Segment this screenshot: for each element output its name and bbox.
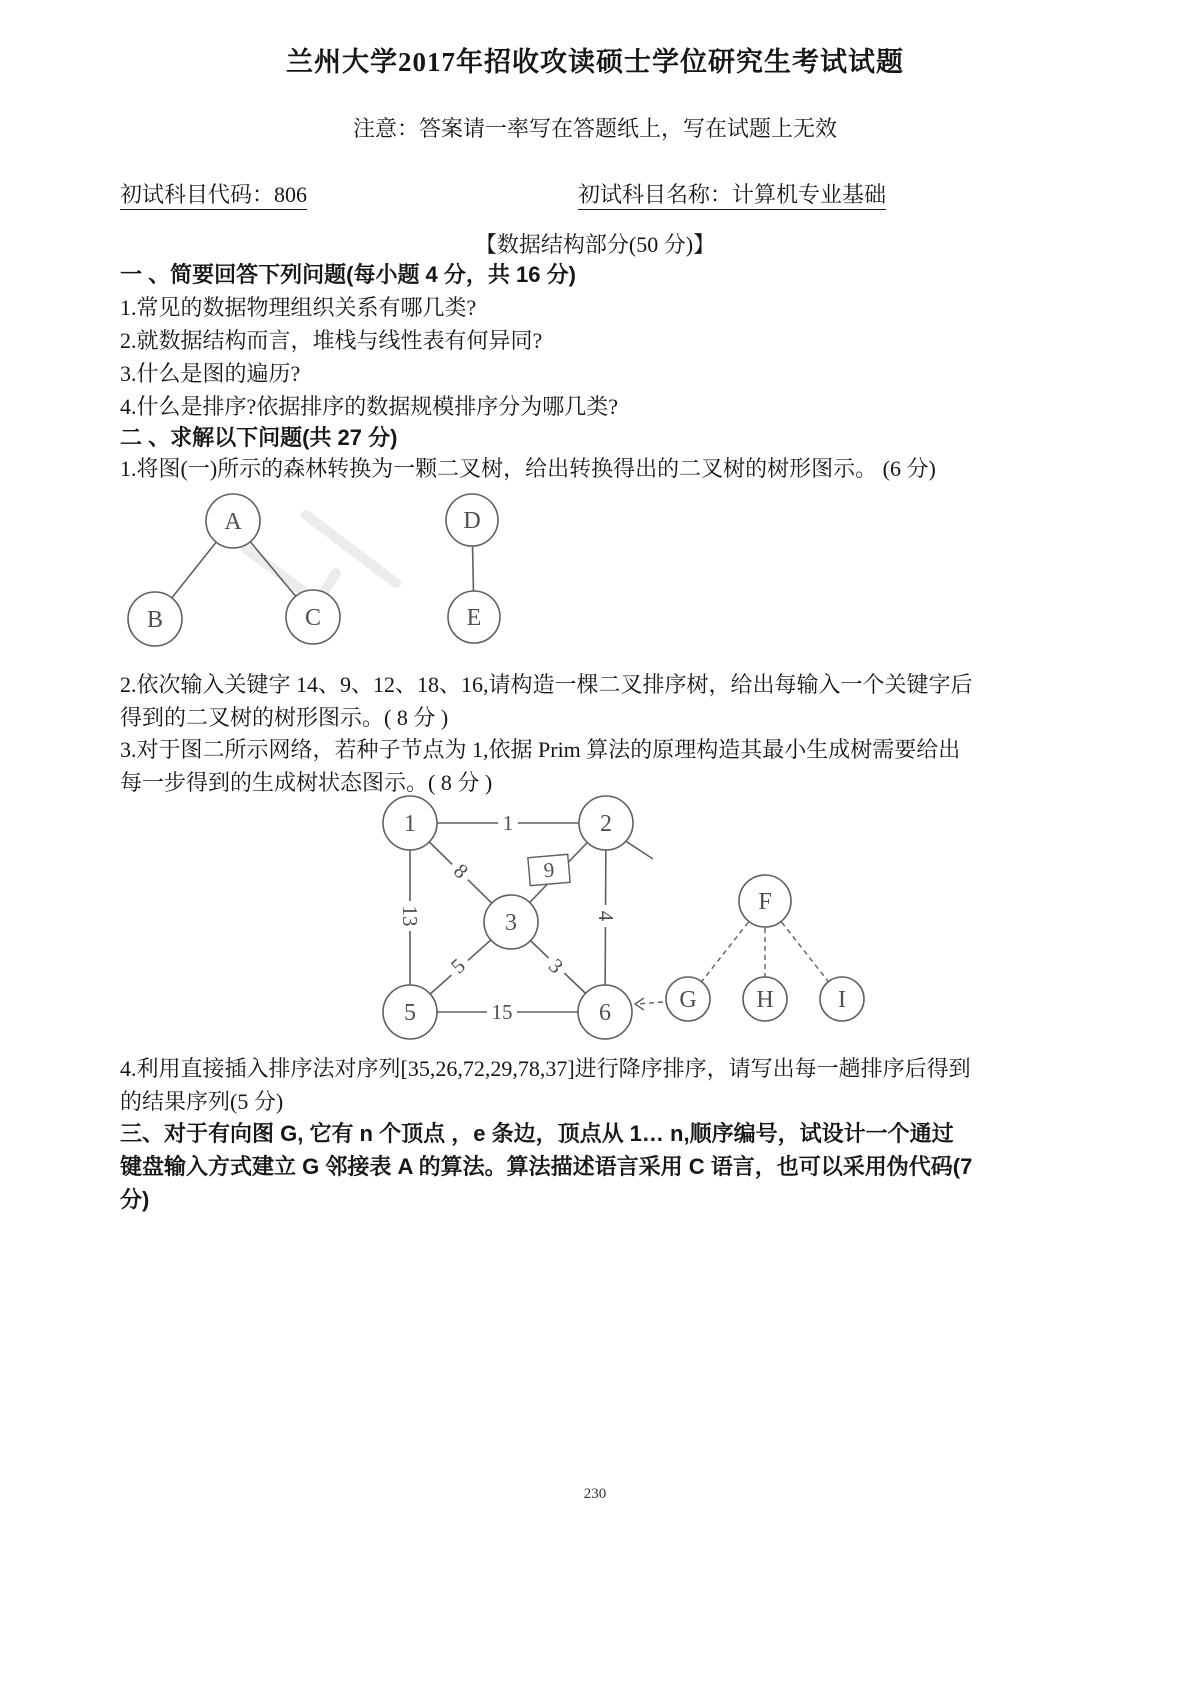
part2-question-4-line1: 4.利用直接插入排序法对序列[35,26,72,29,78,37]进行降序排序，请写出每一趟排序后得到 (120, 1056, 971, 1081)
weight-1-3 (445, 855, 477, 888)
tree-node-I-label: I (838, 987, 846, 1013)
part2-question-4-line2: 的结果序列(5 分) (120, 1089, 284, 1114)
watermark-stroke (306, 515, 396, 583)
network-node-6-label: 6 (599, 1000, 611, 1026)
part2-question-3-line1: 3.对于图二所示网络，若种子节点为 1,依据 Prim 算法的原理构造其最小生成树需要给出 (120, 737, 961, 762)
weight-5-6 (487, 1000, 517, 1024)
exam-notice: 注意：答案请一率写在答题纸上，写在试题上无效 (352, 116, 837, 141)
weight-1-5 (398, 901, 422, 931)
network-node-2-label: 2 (600, 811, 612, 837)
weight-2-3 (528, 854, 570, 885)
subject-code (120, 178, 307, 209)
weight-2-6-label: 4 (594, 910, 618, 922)
forest-node-B-label: B (146, 607, 164, 633)
part1-question-4: 4.什么是排序?依据排序的数据规模排序分为哪几类? (120, 394, 619, 419)
subject-name-text: 初试科目名称：计算机专业基础 (578, 182, 886, 210)
weight-1-2 (498, 811, 518, 835)
weight-3-5-label: 5 (446, 953, 470, 979)
part2-question-2-line2: 得到的二叉树的树形图示。( 8 分 ) (120, 705, 449, 730)
tree-node-F-label: F (758, 889, 772, 915)
weight-1-2-label: 1 (502, 811, 514, 835)
weight-5-6-label: 15 (491, 1000, 513, 1024)
forest-node-A-label: A (224, 509, 242, 535)
part1-question-3: 3.什么是图的遍历? (120, 361, 301, 386)
network-node-3-label: 3 (505, 910, 517, 936)
forest-node-D-label: D (463, 508, 481, 534)
weight-1-3-label: 8 (448, 858, 474, 884)
tree-node-G-label: G (679, 987, 697, 1013)
part3-line1: 三、对于有向图 G, 它有 n 个顶点 ，e 条边，顶点从 1… n,顺序编号，试设计一个通过 (120, 1121, 954, 1146)
part3-line3: 分) (120, 1187, 150, 1212)
part1-heading: 一 、简要回答下列问题(每小题 4 分，共 16 分) (120, 262, 576, 287)
subject-code-text: 初试科目代码：806 (120, 182, 307, 210)
weight-1-5-label: 13 (398, 905, 422, 927)
network-node-5-label: 5 (404, 1000, 416, 1026)
stray-stroke (624, 840, 653, 859)
part3-line2: 键盘输入方式建立 G 邻接表 A 的算法。算法描述语言采用 C 语言，也可以采用伪代码(7 (120, 1154, 973, 1179)
weight-3-5 (442, 950, 474, 983)
subject-name (578, 178, 886, 209)
weight-2-3-label: 9 (542, 857, 556, 883)
part2-heading: 二 、求解以下问题(共 27 分) (120, 425, 398, 450)
part2-question-2-line1: 2.依次输入关键字 14、9、12、18、16,请构造一棵二叉排序树，给出每输入一个关键字后 (120, 672, 973, 697)
network-node-1-label: 1 (404, 811, 416, 837)
page-number: 230 (583, 1486, 607, 1502)
weight-3-6-label: 3 (543, 953, 569, 979)
weight-2-6 (594, 905, 618, 927)
part2-question-1: 1.将图(一)所示的森林转换为一颗二叉树，给出转换得出的二叉树的树形图示。 (6 分) (120, 456, 936, 481)
part1-question-1: 1.常见的数据物理组织关系有哪几类? (120, 295, 477, 320)
page-title: 兰州大学2017年招收攻读硕士学位研究生考试试题 (286, 47, 904, 77)
part1-question-2: 2.就数据结构而言，堆栈与线性表有何异同? (120, 328, 543, 353)
forest-node-E-label: E (466, 605, 482, 631)
network-diagram (0, 790, 1190, 1058)
section-banner: 【数据结构部分(50 分)】 (474, 232, 716, 257)
forest-diagram (0, 487, 1190, 665)
tree-node-H-label: H (756, 987, 774, 1013)
part2-question-3-line2: 每一步得到的生成树状态图示。( 8 分 ) (120, 770, 493, 795)
pointer-dashed-line (637, 1002, 663, 1004)
forest-node-C-label: C (304, 605, 322, 631)
